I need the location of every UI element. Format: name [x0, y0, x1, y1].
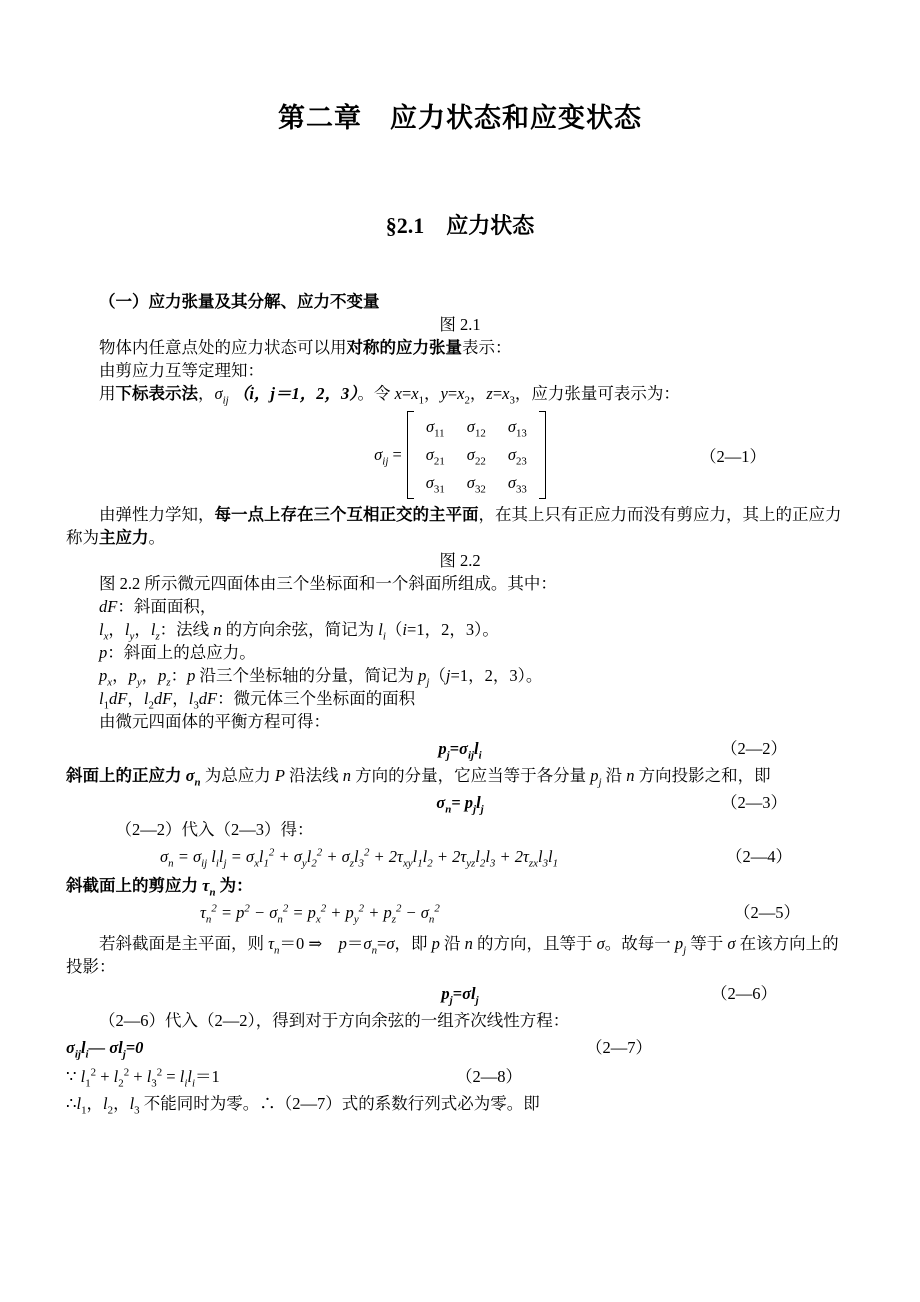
paragraph-shear-reciprocal: 由剪应力互等定理知： [99, 361, 264, 380]
equation-body: $p_j=\sigma l_j$ [441, 984, 479, 1007]
equation-body: $\tau_n^2 = p^2 - \sigma_n^2 = p_x^2 + p_y^2 + p_z^2 - \sigma_n^2$ [200, 902, 440, 926]
matrix-left-bracket [407, 411, 414, 499]
equation-number-2-5: （2—5） [734, 903, 800, 922]
equation-2-2 [66, 735, 854, 762]
subsection-heading: （一）应力张量及其分解、应力不变量 [99, 292, 380, 311]
paragraph-substitute-2-3: （2—2）代入（2—3）得： [115, 820, 314, 839]
equation-number-2-8: （2—8） [456, 1067, 522, 1086]
matrix-cell: $\sigma_{32}$ [466, 473, 486, 496]
paragraph-principal-condition: 若斜截面是主平面，则 $\tau_n=0$ ⇒ $p=\sigma_n=\sigma$，即 p 沿 n 的方向，且等于 σ。故每一 $p_j$ 等于 σ 在该方向上的投影： [66, 934, 839, 976]
paragraph-normal-stress: 斜面上的正应力 $\sigma_n$ 为总应力 P 沿法线 n 方向的分量，它应当等于各分量 $p_j$ 沿 n 方向投影之和，即 [66, 766, 771, 789]
paragraph-substitute-2-2: （2—6）代入（2—2），得到对于方向余弦的一组齐次线性方程： [99, 1011, 570, 1030]
paragraph-conclusion: $\therefore l_1$，$l_2$，$l_3$ 不能同时为零。∴（2—7）式的系数行列式必为零。即 [66, 1094, 540, 1117]
equation-number-2-4: （2—4） [726, 847, 792, 866]
figure-caption-2-1: 图 2.1 [439, 315, 481, 334]
equation-number-2-6: （2—6） [711, 984, 777, 1003]
equation-body: ∵ $l_1^2 + l_2^2 + l_3^2 = l_il_i=1$ [66, 1066, 220, 1090]
definition-total-stress: p：斜面上的总应力。 [99, 643, 256, 662]
paragraph-tensor-intro: 物体内任意点处的应力状态可以用对称的应力张量表示： [99, 338, 512, 357]
matrix-cell: $\sigma_{22}$ [466, 445, 486, 468]
definition-face-areas: $l_1dF$，$l_2dF$，$l_3dF$：微元体三个坐标面的面积 [99, 689, 416, 712]
paragraph-equilibrium: 由微元四面体的平衡方程可得： [99, 712, 330, 731]
matrix-cell: $\sigma_{12}$ [466, 417, 486, 440]
equation-body: $\sigma_n = \sigma_{ij}$ $l_il_j = \sigma_xl_1^2 + \sigma_yl_2^2 + \sigma_zl_3^2 + 2\tau_{xy}l_1l_2 + 2\tau_{yz}l_2l_3 + 2\tau_{zx}l_3l_1$ [160, 846, 559, 870]
definition-dF: dF：斜面面积， [99, 597, 217, 616]
section-heading: §2.1 应力状态 [385, 213, 535, 238]
matrix-cell: $\sigma_{21}$ [425, 445, 445, 468]
equation-2-3 [66, 789, 854, 816]
definition-direction-cosines: $l_x$，$l_y$，$l_z$：法线 n 的方向余弦，简记为 $l_i(i=1$，2，3）。 [99, 620, 499, 643]
matrix-cell: $\sigma_{13}$ [507, 417, 527, 440]
equation-number-2-2: （2—2） [721, 739, 787, 758]
equation-2-4 [66, 843, 854, 870]
paragraph-shear-on-plane: 斜截面上的剪应力 $\tau_n$ 为： [66, 876, 253, 899]
equation-2-6 [66, 980, 854, 1007]
paragraph-index-notation: 用下标表示法，$\sigma_{ij}$ （i，j＝1，2，3）。令 $x=x_1$，$y=x_2$，$z=x_3$，应力张量可表示为： [99, 384, 680, 407]
paragraph-principal-planes: 由弹性力学知，每一点上存在三个互相正交的主平面，在其上只有正应力而没有剪应力，其上的正应力称为主应力。 [66, 505, 842, 547]
equation-number-2-1: （2—1） [700, 447, 766, 466]
equation-2-7 [66, 1034, 854, 1061]
equation-2-1 [66, 411, 854, 499]
equation-number-2-3: （2—3） [721, 793, 787, 812]
matrix-cell: $\sigma_{33}$ [507, 473, 527, 496]
equation-number-2-7: （2—7） [586, 1038, 652, 1057]
definition-stress-components: $p_x$，$p_y$，$p_z$：p 沿三个坐标轴的分量，简记为 $p_j(j=1$，2，3）。 [99, 666, 543, 689]
matrix-cell: $\sigma_{23}$ [507, 445, 527, 468]
matrix-lhs: $\sigma_{ij}$ = [374, 445, 402, 468]
figure-caption-2-2: 图 2.2 [439, 551, 481, 570]
equation-body: $p_j=\sigma_{ij}l_i$ [438, 739, 482, 762]
chapter-title: 第二章 应力状态和应变状态 [278, 103, 642, 133]
equation-2-5 [66, 899, 854, 926]
equation-body: $\sigma_{ij}l_i—$ $\sigma l_j=0$ [66, 1038, 144, 1061]
matrix-cell: $\sigma_{11}$ [425, 417, 445, 440]
paragraph-tetrahedron: 图 2.2 所示微元四面体由三个坐标面和一个斜面所组成。其中： [99, 574, 557, 593]
equation-body: $\sigma_n= p_jl_j$ [436, 793, 484, 816]
equation-2-8 [66, 1063, 854, 1090]
matrix-cell: $\sigma_{31}$ [425, 473, 445, 496]
matrix-right-bracket [539, 411, 546, 499]
